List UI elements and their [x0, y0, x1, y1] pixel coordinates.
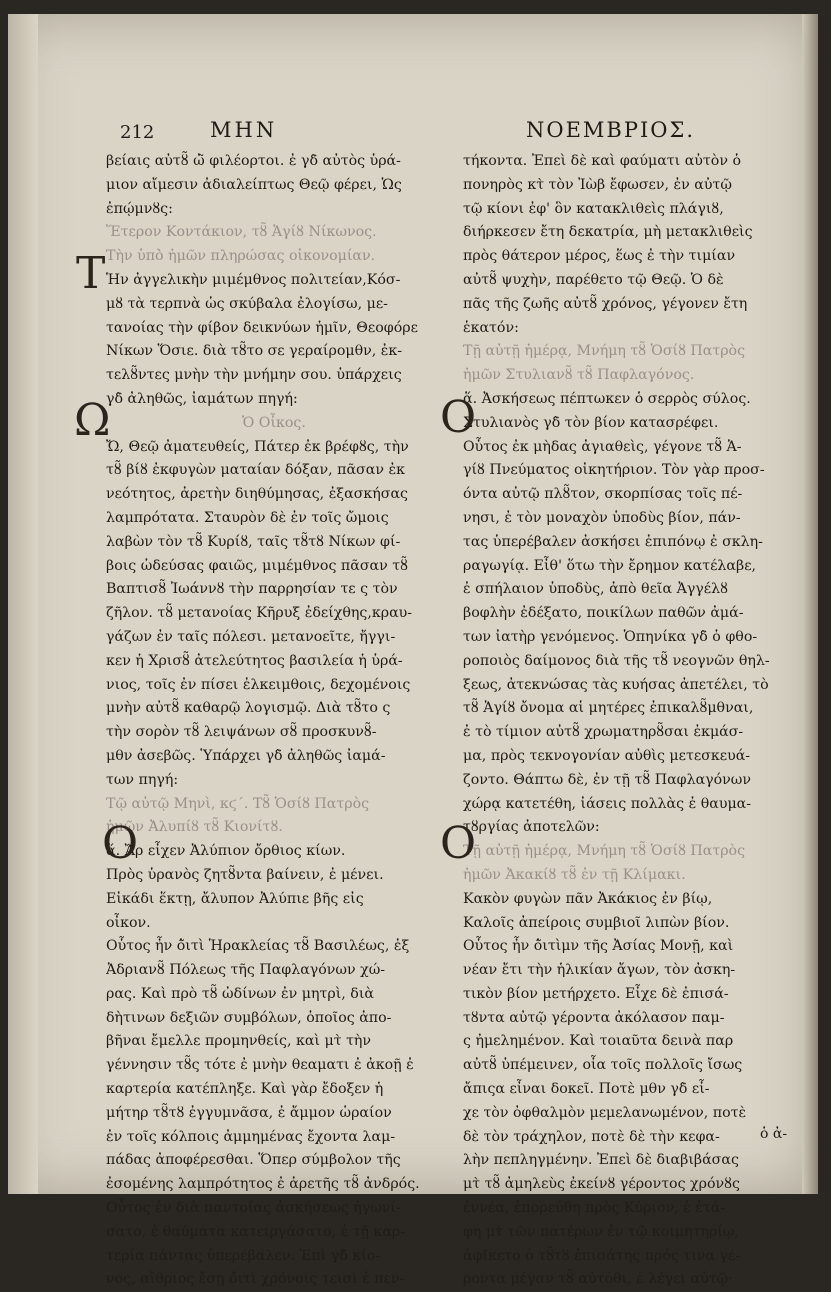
text-line: όντα αὐτῷ πλȣ̃τον, σκορπίσας τοῖς πέ- [463, 486, 743, 503]
text-line: των πηγή: [106, 771, 179, 788]
text-line: σατο, ἐ θαύματα κατειργάσατο, ἐ τῇ καρ- [106, 1223, 406, 1240]
drop-letter: Ο [102, 818, 139, 869]
left-column [106, 150, 442, 1292]
text-line: μθν ἀσεβῶς. Ὑπάρχει γδ̀ ἀληθῶς ἰαμά- [106, 747, 386, 764]
right-column [463, 150, 798, 1292]
text-line: Οὗτος ἦν ὁ̃ιτὶμν τῆς Ἀσίας Μονῇ, καὶ [463, 938, 734, 955]
page-number: 212 [120, 122, 155, 143]
text-line: τȣντα αὐτῷ γέροντα ἀκόλασον παμ- [463, 1009, 725, 1026]
text-line: φη μτ̀ τῶν πατέρων ἐν τῷ κοιμητηρίῳ, [463, 1223, 739, 1240]
text-line: ρας. Καὶ πρὸ τȣ̃ ὠδίνων ἐν μητρὶ, διὰ [106, 985, 374, 1002]
text-line: Ἡν ἀγγελικὴν μιμέμθνος πολιτείαν,Κόσ- [106, 271, 401, 288]
text-line: Στυλιανὸς γδ̀ τὸν βίον κατασρέφει. [463, 414, 719, 431]
text-line: ἐσομένης λαμπρότητος ἐ ἀρετῆς τȣ̃ ἀνδρός. [106, 1176, 420, 1193]
text-line: βῆναι ἔμελλε προμηνθείς, καὶ μτ̀ τὴν [106, 1033, 372, 1050]
text-line: διήρκεσεν ἔτη δεκατρία, μὴ μετακλιθεὶς [463, 224, 753, 241]
text-line: πρὸς θάτερον μέρος, ἕως ἐ τὴν τιμίαν [463, 248, 736, 265]
text-line: πᾶς τῆς ζωῆς αὐτȣ̃ χρόνος, γέγονεν ἔτη [463, 295, 748, 312]
text-line: ἅ. Ἄρ εἶχεν Ἀλύπιον ὄρθιος κίων. [106, 843, 346, 860]
text-line: μνὴν αὐτȣ̃ καθαρῷ λογισμῷ. Διὰ τȣ̃το ς [106, 700, 391, 717]
text-line: πάδας ἀποφέρεσθαι. Ὅπερ σύμβολον τῆς [106, 1152, 401, 1169]
catchword: ὁ ἀ- [760, 1126, 788, 1142]
text-line: Οὗτος ἐκ μὴδας ἀγιαθεὶς, γέγονε τȣ̃ Ἁ- [463, 438, 742, 455]
text-line: μιον αἴμεσιν ἀδιαλείπτως Θεῷ φέρει, Ὡς [106, 176, 402, 193]
text-line: μτ̀ τȣ̃ ἀμηλεὺς ἐκείνȣ γέροντος χρόνȣς [463, 1176, 740, 1193]
text-line: Ὁ Οἶκος. [242, 414, 306, 431]
text-line: μȣ τὰ τερπνὰ ὡς σκύβαλα ἐλογίσω, με- [106, 295, 388, 312]
text-line: Οὗτος ἐν διὰ παντοίας ἀσκήσεως ἠγωνί- [106, 1200, 401, 1217]
drop-letter: Ο [440, 392, 477, 443]
text-line: νιος, τοῖς ἐν πίσει ἐλκειμθοις, δεχομένοις [106, 676, 411, 693]
text-line: ἐν τοῖς κόλποις ἀμμημένας ἔχοντα λαμ- [106, 1128, 396, 1145]
text-line: καρτερία κατέπληξε. Καὶ γὰρ ἔδοξεν ἡ [106, 1081, 384, 1098]
text-line: Εἰκάδι ἕκτῃ, ἄλυπον Ἀλύπιε βῆς εἰς [106, 890, 364, 907]
text-line: ροποιὸς δαίμονος διὰ τῆς τȣ̃ νεογνῶν θηλ- [463, 652, 770, 669]
text-line: νέαν ἔτι τὴν ἡλικίαν ἄγων, τὸν ἀσκη- [463, 962, 736, 979]
page-gutter [802, 14, 818, 1194]
text-line: τανοίας τὴν φίβον δεικνύων ἡμῖν, Θεοφόρε [106, 319, 418, 336]
text-line: ζοντο. Θάπτω δὲ, ἐν τῇ τȣ̃ Παφλαγόνων [463, 771, 752, 788]
text-line: βοφλὴν ἐδέξατο, ποικίλων παθῶν ἀμά- [463, 605, 744, 622]
text-line: ἡμῶν Ἀκακίȣ τȣ̃ ἐν τῇ Κλίμακι. [463, 866, 686, 883]
text-line: χε τὸν ὀφθαλμὸν μεμελανωμένον, ποτὲ [463, 1104, 747, 1121]
text-line: λαβὼν τὸν τȣ̃ Κυρίȣ, ταῖς τȣ̃τȣ Νίκων φί- [106, 533, 401, 550]
drop-letter: Τ [76, 248, 106, 299]
text-line: τὴν σορὸν τȣ̃ λειψάνων σȣ̃ προσκυνȣ̃- [106, 724, 377, 741]
text-line: νος, αἴθριος ἔσῃ ὁ̃ιτὶ χρόνοις τεισὶ ἐ πεν- [106, 1271, 405, 1288]
text-line: ς ἠμελημένον. Καὶ τοιαῦτα δεινὰ παρ [463, 1033, 734, 1050]
text-line: Τῇ αὐτῇ ἡμέρᾳ, Μνήμη τȣ̃ Ὁσίȣ Πατρὸς [463, 343, 746, 360]
text-line: ἄπιςα εἶναι δοκεῖ. Ποτὲ μθν γδ̀ εἶ- [463, 1081, 710, 1098]
text-line: τήκοντα. Ἐπεὶ δὲ καὶ φαύματι αὐτὸν ὁ [463, 153, 742, 169]
text-line: ἅ. Ἀσκήσεως πέπτωκεν ὁ σερρὸς σύλος. [463, 390, 751, 407]
text-line: αὐτȣ̃ ὑπέμεινεν, οἷα τοῖς πολλοῖς ἴσως [463, 1057, 743, 1074]
text-line: Ὤ, Θεῷ ἀματευθείς, Πάτερ ἐκ βρέφȣς, τὴν [106, 438, 409, 455]
text-line: Πρὸς ὑρανὸς ζητȣ̃ντα βαίνειν, ἐ μένει. [106, 866, 384, 883]
text-line: ραγωγίᾳ. Εἶθ' ὅτω τὴν ἔρημον κατέλαβε, [463, 557, 757, 574]
text-line: τερία πάντας ὑπερέβαλεν. Ἐπὶ γδ̀ κίο- [106, 1247, 381, 1264]
running-head-left: ΜΗΝ [210, 118, 278, 142]
text-line: ἐννέα, ἐπορεύθη πρὸς Κύριον, ἐ ἐτά- [463, 1200, 726, 1217]
text-line: Ἀδριανȣ̃ Πόλεως τῆς Παφλαγόνων χώ- [106, 962, 386, 979]
text-line: αὐτȣ̃ ψυχὴν, παρέθετο τῷ Θεῷ. Ὁ δὲ [463, 271, 724, 288]
text-line: Τὴν ὑπὸ̀ ἡμῶν πληρώσας οἰκονομίαν. [106, 248, 376, 265]
text-line: κεν ἡ Χρισȣ̃ ἀτελεύτητος βασιλεία ἡ ὑρά- [106, 652, 403, 669]
text-line: των ἰατὴρ γενόμενος. Ὁπηνίκα γδ̀ ὁ φθο- [463, 628, 758, 645]
text-line: ἑκατόν: [463, 319, 519, 336]
text-line: πονηρὸς κτ̀ τὸν Ἰὼβ ἔφωσεν, ἐν αὐτῷ [463, 176, 732, 193]
text-line: Τῇ αὐτῇ ἡμέρᾳ, Μνήμη τȣ̃ Ὁσίȣ Πατρὸς [463, 843, 746, 860]
text-line: ἡμῶν Στυλιανȣ̃ τȣ̃ Παφλαγόνος. [463, 367, 695, 384]
text-line: γέννησιν τȣ̃ς τότε ἐ μνὴν θεαματι ἐ ἀκοῇ ἐ [106, 1057, 414, 1074]
text-line: ροντα μέγαν τȣ̃ αὐτόθι, ἐ λέγει αὐτῷ· [463, 1271, 733, 1288]
text-line: ἐ τὸ τίμιον αὐτȣ̃ χρωματηρȣ̃σαι ἐκμάσ- [463, 724, 744, 741]
text-line: τȣργίας ἀποτελῶν: [463, 819, 600, 836]
text-line: μήτηρ τȣ̃τȣ ἐγγυμνᾶσα, ἐ ἄμμον ὡραίον [106, 1104, 392, 1121]
text-line: δὲ τὸν τράχηλον, ποτὲ δὲ τὴν κεφα- [463, 1128, 720, 1145]
text-line: Βαπτισȣ̃ Ἰωάννȣ τὴν παρρησίαν τε ς τὸν [106, 581, 398, 598]
text-line: χώρᾳ κατετέθη, ἰάσεις πολλὰς ἐ θαυμα- [463, 795, 752, 812]
text-line: τικὸν βίον μετήρχετο. Εἶχε δὲ ἐπισά- [463, 985, 729, 1002]
text-line: οἶκον. [106, 914, 151, 931]
text-line: τελȣ̃ντες μνὴν τὴν μνήμην σου. ὑπάρχεις [106, 367, 402, 384]
text-line: τας ὑπερέβαλεν ἀσκήσει ἐπιπόνῳ ἐ σκλη- [463, 533, 763, 550]
text-line: ἀφῖκετο ὁ τȣ̃τȣ ἐπισάτης πρός τινα γέ- [463, 1247, 741, 1264]
text-line: λαμπρότατα. Σταυρὸν δὲ ἐν τοῖς ὤμοις [106, 509, 389, 526]
text-line: νησι, ἐ τὸν μοναχὸν ὑποδὺς βίον, πάν- [463, 509, 741, 526]
text-line: τȣ̃ Ἁγίȣ ὄνομα αἱ μητέρες ἐπικαλȣ̃μθναι, [463, 700, 754, 717]
text-line: Ἕτερον Κοντάκιον, τȣ̃ Ἁγίȣ Νίκωνος. [106, 224, 377, 241]
drop-letter: Ω [74, 395, 111, 446]
running-head-right: ΝΟΕΜΒΡΙΟΣ. [526, 118, 696, 142]
text-line: δὴτινων δεξιῶν συμβόλων, ὁποῖος ἀπο- [106, 1009, 392, 1026]
text-line: βείαις αὐτȣ̃ ὠ̃ φιλέορτοι. ἐ γδ̀ αὐτὸς ὑρά- [106, 153, 401, 169]
text-line: Οὗτος ἦν ὁ̃ιτὶ Ἡρακλείας τȣ̃ Βασιλέως, ἐξ [106, 938, 410, 955]
text-line: μα, πρὸς τεκνογονίαν αὐθὶς μετεσκευά- [463, 747, 751, 764]
text-line: βοις ὡδεύσας φαιῶς, μιμέμθνος πᾶσαν τȣ̃ [106, 557, 408, 574]
text-line: λὴν πεπληγμένην. Ἐπεὶ δὲ διαβιβάσας [463, 1152, 739, 1169]
text-line: Κακὸν φυγὼν πᾶν Ἀκάκιος ἐν βίῳ, [463, 890, 713, 907]
text-line: ἡμῶν Ἀλυπίȣ τȣ̃ Κιονίτȣ. [106, 819, 283, 836]
text-line: τῷ κίονι ἐφ' ὃν κατακλιθεὶς πλάγιȣ, [463, 200, 724, 217]
text-line: ἐπῴμνȣς: [106, 200, 173, 217]
text-line: τȣ̃ βίȣ ἐκφυγὼν ματαίαν δόξαν, πᾶσαν ἐκ [106, 462, 405, 479]
text-line: γδ̀ ἀληθῶς, ἰαμάτων πηγή: [106, 390, 298, 407]
text-line: ἐ σπήλαιον ὑποδὺς, ἀπὸ θεῖα Ἀγγέλȣ [463, 581, 728, 598]
text-line: γάζων ἐν ταῖς πόλεσι. μετανοεῖτε, ἤγγι- [106, 628, 396, 645]
text-line: νεότητος, ἀρετὴν διηθύμησας, ἐξασκήσας [106, 486, 408, 503]
text-line: ζῆλον. τȣ̃ μετανοίας Κῆρυξ ἐδείχθης,κραυ- [106, 605, 413, 622]
text-line: ξεως, ἀτεκνώσας τὰς κυήσας ἀπετέλει, τὸ [463, 676, 769, 693]
text-line: Νίκων Ὅσιε. διὰ τȣ̃το σε γεραίρομθν, ἐκ- [106, 343, 403, 360]
text-line: Τῷ αὐτῷ Μηνὶ, κϛ΄. Τȣ̃ Ὁσίȣ Πατρὸς [106, 795, 370, 812]
text-line: Καλοῖς ἀπείροις συμβιοῖ λιπὼν βίον. [463, 914, 730, 931]
drop-letter: Ο [440, 818, 477, 869]
book-page [8, 14, 818, 1288]
text-line: γίȣ Πνεύματος οἰκητήριον. Τὸν γὰρ προσ- [463, 462, 765, 479]
page-left-edge [8, 14, 38, 1194]
